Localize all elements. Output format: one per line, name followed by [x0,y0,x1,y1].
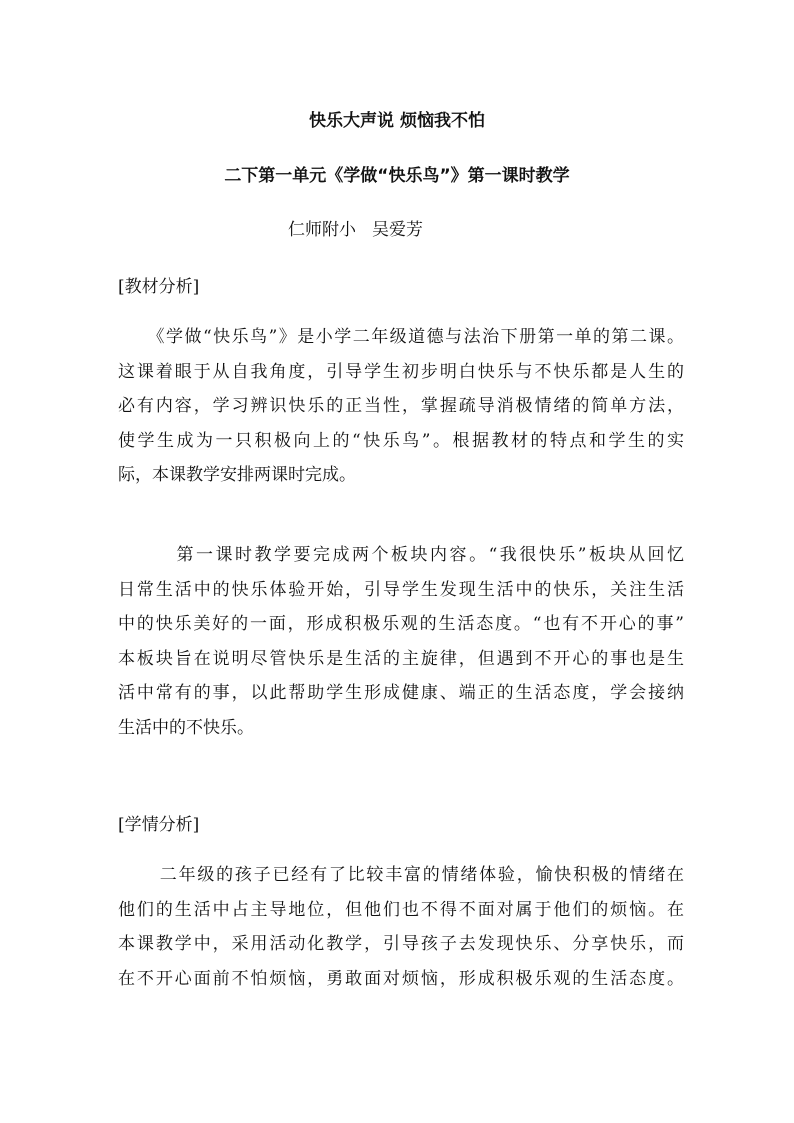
paragraph-line: 这课着眼于从自我角度，引导学生初步明白快乐与不快乐都是人生的 [118,361,684,382]
paragraph-textbook-analysis [118,320,684,493]
paragraph-line: 际，本课教学安排两课时完成。 [118,465,356,486]
paragraph-learner-analysis [118,858,684,996]
paragraph-line: 在不开心面前不怕烦恼，勇敢面对烦恼，形成积极乐观的生活态度。 [118,968,684,989]
paragraph-line: 活中常有的事，以此帮助学生形成健康、端正的生活态度，学会接纳 [118,683,684,704]
paragraph-line: 他们的生活中占主导地位，但他们也不得不面对属于他们的烦恼。在 [118,899,684,920]
paragraph-line: 日常生活中的快乐体验开始，引导学生发现生活中的快乐，关注生活 [118,579,684,600]
author-school: 仁师附小 [288,220,356,240]
author-line [288,215,423,240]
paragraph-line: 使学生成为一只积极向上的“快乐鸟”。根据教材的特点和学生的实 [118,430,684,451]
paragraph-line: 《学做“快乐鸟”》是小学二年级道德与法治下册第一单的第二课。 [146,327,684,347]
paragraph-line: 本课教学中，采用活动化教学，引导孩子去发现快乐、分享快乐，而 [118,934,684,955]
paragraph-first-lesson [118,538,684,746]
section-heading-textbook-analysis: [教材分析] [118,277,200,297]
paragraph-line: 第一课时教学要完成两个板块内容。“我很快乐”板块从回忆 [174,545,684,565]
paragraph-line: 必有内容，学习辨识快乐的正当性，掌握疏导消极情绪的简单方法， [118,396,684,417]
paragraph-line: 生活中的不快乐。 [118,717,254,738]
paragraph-line: 本板块旨在说明尽管快乐是生活的主旋律，但遇到不开心的事也是生 [118,648,684,669]
document-subtitle: 二下第一单元《学做“快乐鸟”》第一课时教学 [224,166,570,186]
section-heading-learner-analysis: [学情分析] [118,815,200,835]
author-name: 吴爱芳 [372,220,423,240]
document-title: 快乐大声说 烦恼我不怕 [309,111,485,131]
paragraph-line: 中的快乐美好的一面，形成积极乐观的生活态度。“也有不开心的事” [118,614,684,635]
paragraph-line: 二年级的孩子已经有了比较丰富的情绪体验，愉快积极的情绪在 [158,865,684,885]
